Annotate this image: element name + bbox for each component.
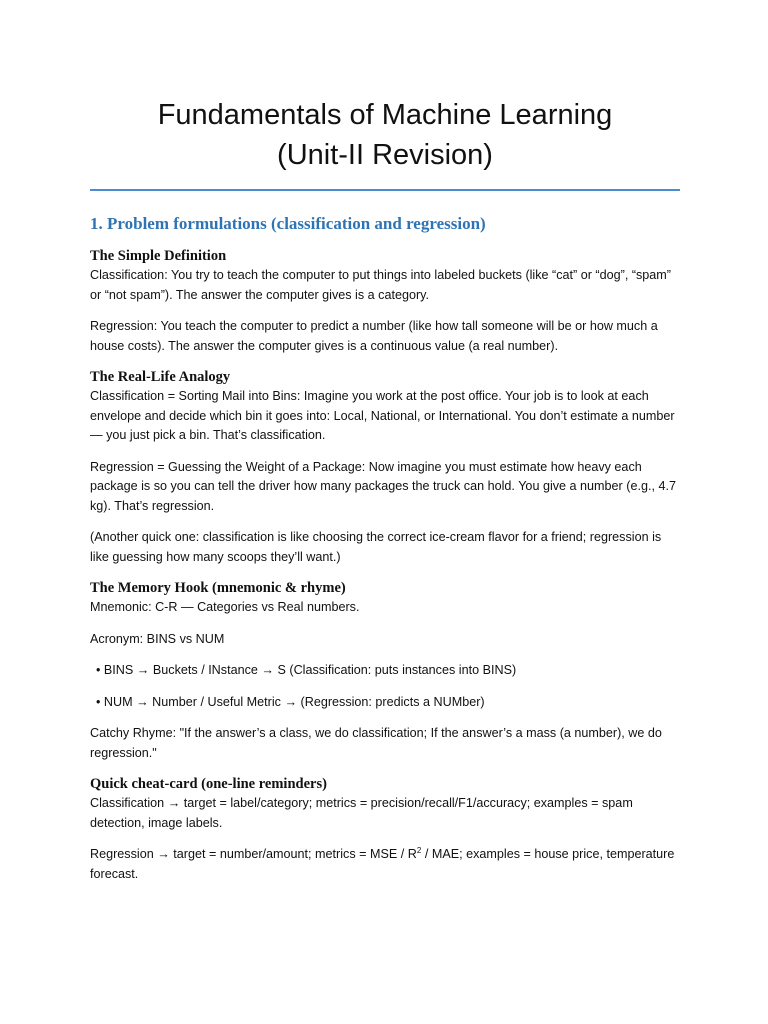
- document-title: [90, 95, 680, 175]
- paragraph-regression-definition: Regression: You teach the computer to predict a number (like how tall someone will be or how much a house costs). The answer the computer gives is a continuous value (a real number).: [90, 319, 658, 353]
- regression-cheat-text-end: / MAE; examples = house price, temperature forecast.: [90, 847, 675, 881]
- paragraph-classification-cheat: Classification → target = label/category; metrics = precision/recall/F1/accuracy; examples = spam detection, image labels.: [90, 796, 633, 830]
- bullet-num: • NUM → Number / Useful Metric → (Regression: predicts a NUMber): [96, 694, 485, 709]
- regression-cheat-text-start: Regression → target = number/amount; metrics = MSE / R: [90, 847, 417, 861]
- subheading-real-life-analogy: The Real-Life Analogy: [90, 369, 231, 385]
- superscript-two: 2: [416, 845, 422, 855]
- subheading-memory-hook: The Memory Hook (mnemonic & rhyme): [90, 580, 346, 596]
- paragraph-mnemonic: Mnemonic: C-R — Categories vs Real numbers.: [90, 600, 360, 614]
- paragraph-quick-analogy: (Another quick one: classification is like choosing the correct ice-cream flavor for a friend; regression is like guessing how many scoops they’ll want.): [90, 530, 662, 564]
- paragraph-rhyme: Catchy Rhyme: "If the answer’s a class, we do classification; If the answer’s a mass (a number), we do regression.": [90, 726, 662, 760]
- document-page: [90, 0, 680, 896]
- paragraph-classification-analogy: Classification = Sorting Mail into Bins: Imagine you work at the post office. Your job is to look at each envelope and decide which bin it goes into: Local, National, or International. You don’t estimate a number — you just pick a bin. That’s classification.: [90, 389, 675, 442]
- bullet-bins: • BINS → Buckets / INstance → S (Classification: puts instances into BINS): [96, 663, 517, 677]
- title-divider: [90, 189, 680, 191]
- paragraph-regression-cheat: [90, 845, 680, 884]
- section-heading: 1. Problem formulations (classification and regression): [90, 214, 486, 233]
- paragraph-regression-analogy: Regression = Guessing the Weight of a Package: Now imagine you must estimate how heavy each package is so you can tell the driver how many packages the truck can hold. You give a number (e.g., 4.7 kg). That’s regression.: [90, 459, 676, 513]
- paragraph-acronym: Acronym: BINS vs NUM: [90, 631, 225, 646]
- subheading-simple-definition: The Simple Definition: [90, 248, 227, 264]
- document-title-line-1: Fundamentals of Machine Learning: [157, 99, 613, 131]
- subheading-cheat-card: Quick cheat-card (one-line reminders): [90, 776, 327, 792]
- document-title-line-2: (Unit-II Revision): [277, 139, 493, 171]
- paragraph-classification-definition: Classification: You try to teach the computer to put things into labeled buckets (like “cat” or “dog”, “spam” or “not spam”). The answer the computer gives is a category.: [90, 268, 671, 302]
